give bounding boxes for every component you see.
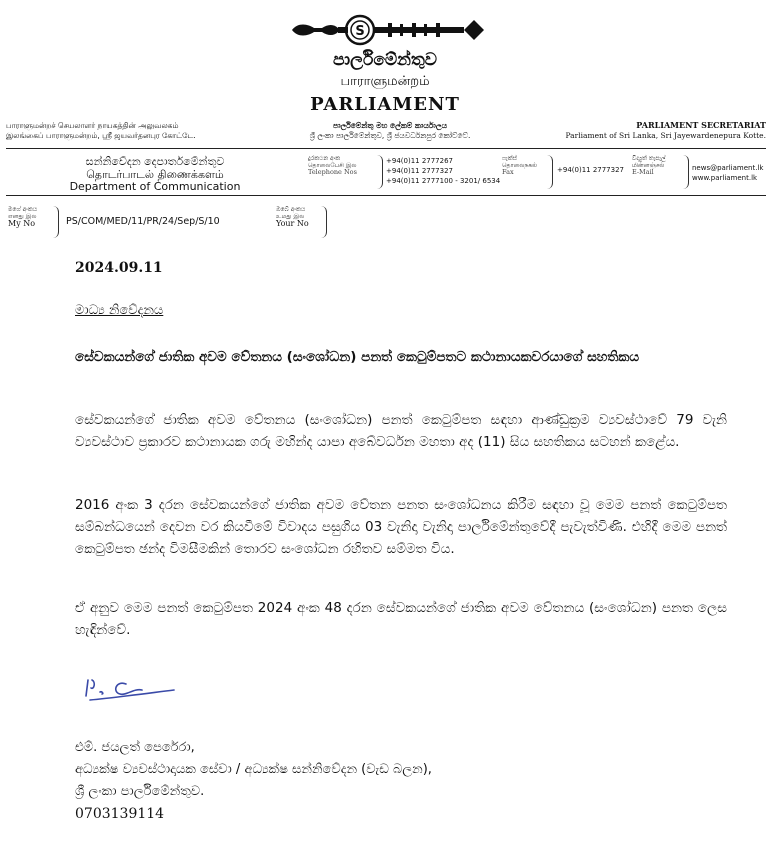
email-label-tamil: மின்னஞ்சல் bbox=[632, 162, 665, 169]
center-office-line2: ශ්‍රී ලංකා පාර්ලිමේන්තුව, ශ්‍රී ජයවර්ධනපුර කෝට්ටේ. bbox=[309, 131, 471, 140]
center-office-line1: පාර්ලිමේන්තු මහ ලේකම් කාර්යාලය bbox=[333, 121, 447, 130]
paragraph-2: 2016 අංක 3 දරන සේවකයන්ගේ ජාතික අවම වේතන පනත සංශෝධනය කිරීම සඳහා වූ මෙම පනත් කෙටුම්පත සම්බන්ධයෙන් දෙවන වර කියවීමේ විවාදය පසුගිය 03 වැනිදා වැනිදා පාර්ලිමේන්තුවේදී පැවැත්විණි. එහිදී මෙම පනත් කෙටුම්පත ඡන්ද විමසීමකින් තොරව සංශෝධන රහිතව සම්මත විය. bbox=[75, 497, 727, 557]
signatory-title: අධ්‍යක්ෂ ව්‍යවස්ථාදායක සේවා / අධ්‍යක්ෂ සන්නිවේදන (වැඩ බලන), bbox=[75, 762, 432, 777]
fax-label-group bbox=[502, 155, 553, 189]
telephone-label-group bbox=[308, 155, 383, 189]
letter-subject: සේවකයන්ගේ ජාතික අවම වේතනය (සංශෝධන) පනත් කෙටුම්පතට කථානායකවරයාගේ සහතිකය bbox=[75, 349, 640, 365]
my-number-label-tamil: எனது இல bbox=[8, 213, 37, 220]
email-label-group bbox=[632, 155, 689, 189]
department-english: Department of Communication bbox=[69, 180, 241, 193]
fax-number: +94(0)11 2777327 bbox=[557, 166, 624, 174]
parliament-name-tamil: பாராளுமன்றம் bbox=[340, 74, 430, 89]
my-number-label-sinhala: මගේ අංකය bbox=[8, 206, 38, 213]
handwritten-signature bbox=[82, 672, 182, 708]
department-sinhala: සන්නිවේදන දෙපාර්තමේන්තුව bbox=[85, 155, 225, 168]
your-number-label-tamil: உமது இல bbox=[276, 213, 305, 220]
my-number-value: PS/COM/MED/11/PR/24/Sep/S/10 bbox=[66, 216, 220, 227]
parliament-name-english: PARLIAMENT bbox=[310, 94, 460, 115]
telephone-number-2: +94(0)11 2777327 bbox=[386, 167, 453, 175]
signatory-name: එම්. ජයලත් පෙරේරා, bbox=[75, 740, 195, 755]
left-office-line1: பாராளுமன்றச் செயலாளர் நாயகத்தின் அலுவலகம் bbox=[6, 121, 179, 130]
email-address[interactable]: news@parliament.lk bbox=[692, 164, 764, 172]
svg-text:S: S bbox=[355, 24, 365, 39]
my-number-label-group bbox=[8, 206, 59, 238]
email-label-english: E-Mail bbox=[632, 168, 654, 176]
telephone-label-tamil: தொலைபேசி இல bbox=[308, 162, 357, 169]
fax-label-english: Fax bbox=[502, 168, 514, 176]
telephone-label-english: Telephone Nos bbox=[308, 168, 357, 176]
my-number-label-english: My No bbox=[8, 219, 36, 228]
department-tamil: தொடர்பாடல் திணைக்களம் bbox=[86, 168, 224, 181]
department-divider bbox=[6, 195, 766, 196]
telephone-number-3: +94(0)11 2777100 - 3201/ 6534 bbox=[386, 177, 501, 185]
letter-heading: මාධ්‍ය නිවේදනය bbox=[75, 303, 164, 318]
parliament-mace-logo bbox=[288, 10, 488, 50]
telephone-number-1: +94(0)11 2777267 bbox=[386, 157, 453, 165]
fax-label-sinhala: ෆැක්ස් bbox=[502, 155, 517, 162]
right-office-line2: Parliament of Sri Lanka, Sri Jayewardenepura Kotte. bbox=[565, 131, 766, 140]
telephone-label-sinhala: දුරකථන අංක bbox=[308, 155, 341, 162]
your-number-label-group bbox=[276, 206, 327, 238]
right-office-line1: PARLIAMENT SECRETARIAT bbox=[636, 120, 766, 130]
paragraph-1: සේවකයන්ගේ ජාතික අවම වේතනය (සංශෝධන) පනත් කෙටුම්පත සඳහා ආණ්ඩුක්‍රම ව්‍යවස්ථාවේ 79 වැනි ව්‍යවස්ථාව ප්‍රකාරව කථානායක ගරු මහින්ද යාපා අබේවර්ධන මහතා අද (11) සිය සහතිකය සටහන් කළේය. bbox=[75, 412, 727, 450]
signatory-phone: 0703139114 bbox=[75, 806, 165, 822]
parliament-name-sinhala: පාර්ලිමේන්තුව bbox=[333, 50, 437, 70]
website-url[interactable]: www.parliament.lk bbox=[692, 174, 758, 182]
your-number-label-english: Your No bbox=[276, 219, 309, 228]
fax-label-tamil: தொலைநகல் bbox=[502, 162, 538, 169]
header-divider bbox=[6, 148, 766, 149]
email-label-sinhala: විද්‍යුත් තැපැල් bbox=[632, 155, 666, 162]
letter-date: 2024.09.11 bbox=[75, 260, 163, 276]
paragraph-3: ඒ අනුව මෙම පනත් කෙටුම්පත 2024 අංක 48 දරන සේවකයන්ගේ ජාතික අවම වේතනය (සංශෝධන) පනත ලෙස හැඳින්වේ. bbox=[75, 600, 727, 638]
your-number-label-sinhala: ඔබේ අංකය bbox=[276, 206, 306, 213]
left-office-line2: இலங்கைப் பாராளுமன்றம், ஸ்ரீ ஜயவர்தனபுர கோட்டே. bbox=[6, 131, 196, 140]
signatory-organization: ශ්‍රී ලංකා පාර්ලිමේන්තුව. bbox=[75, 784, 205, 799]
